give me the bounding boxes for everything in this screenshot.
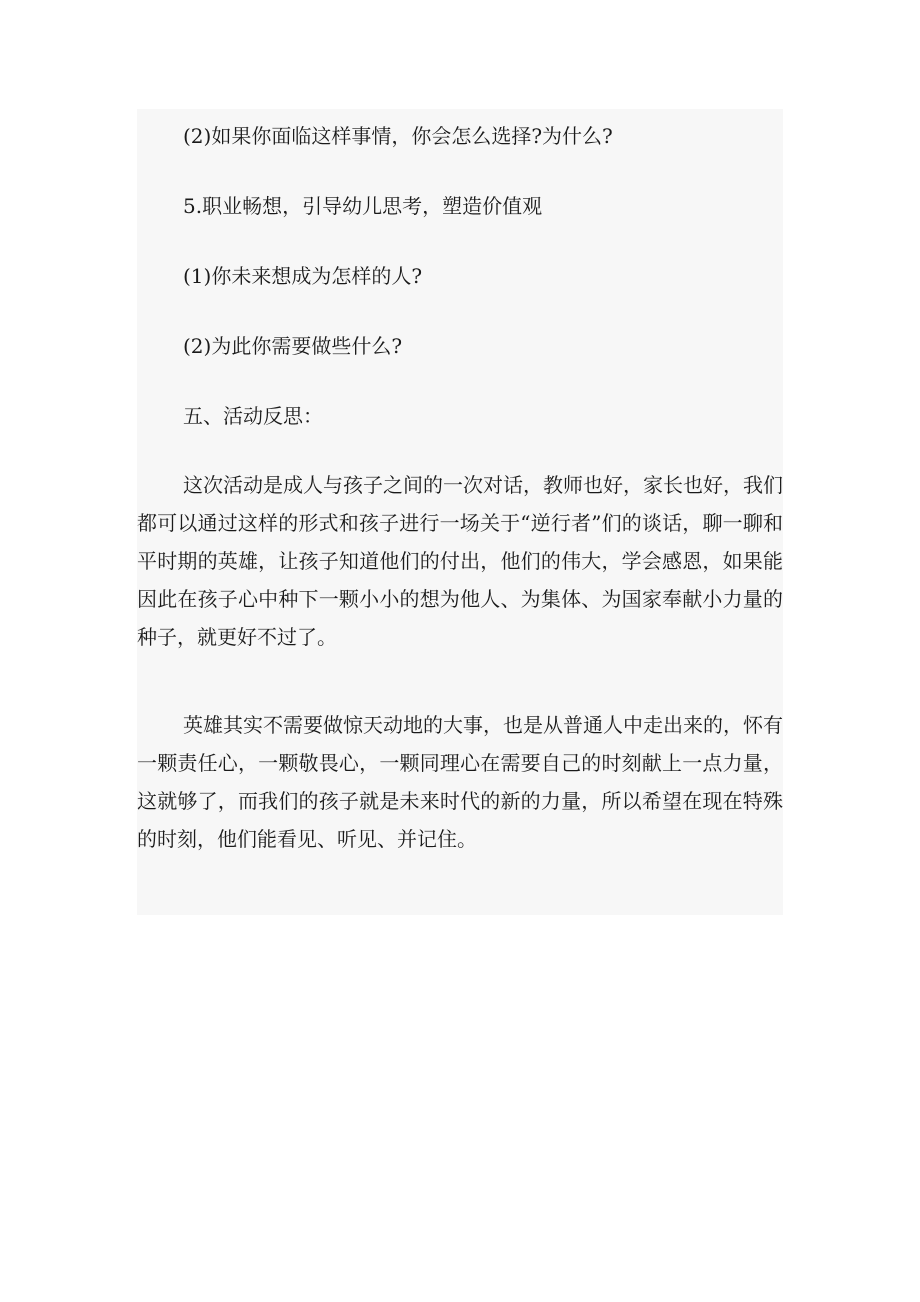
question-choice-line: (2)如果你面临这样事情，你会怎么选择?为什么? — [183, 124, 613, 148]
reflection-paragraph-1: 这次活动是成人与孩子之间的一次对话，教师也好，家长也好，我们都可以通过这样的形式和孩子进行一场关于“逆行者”们的谈话，聊一聊和平时期的英雄，让孩子知道他们的付出，他们的伟大，学会感恩，如果能因此在孩子心中种下一颗小小的想为他人、为集体、为国家奉献小力量的种子，就更好不过了。 — [137, 473, 783, 649]
question-future-line: (1)你未来想成为怎样的人? — [183, 264, 423, 288]
document-content — [137, 109, 783, 915]
question-needs-line: (2)为此你需要做些什么? — [183, 334, 403, 358]
section-career-heading: 5.职业畅想，引导幼儿思考，塑造价值观 — [183, 194, 543, 218]
section-reflection-heading: 五、活动反思： — [183, 404, 323, 428]
reflection-paragraph-2: 英雄其实不需要做惊天动地的大事，也是从普通人中走出来的，怀有一颗责任心，一颗敬畏心，一颗同理心在需要自己的时刻献上一点力量，这就够了，而我们的孩子就是未来时代的新的力量，所以希望在现在特殊的时刻，他们能看见、听见、并记住。 — [137, 713, 783, 851]
